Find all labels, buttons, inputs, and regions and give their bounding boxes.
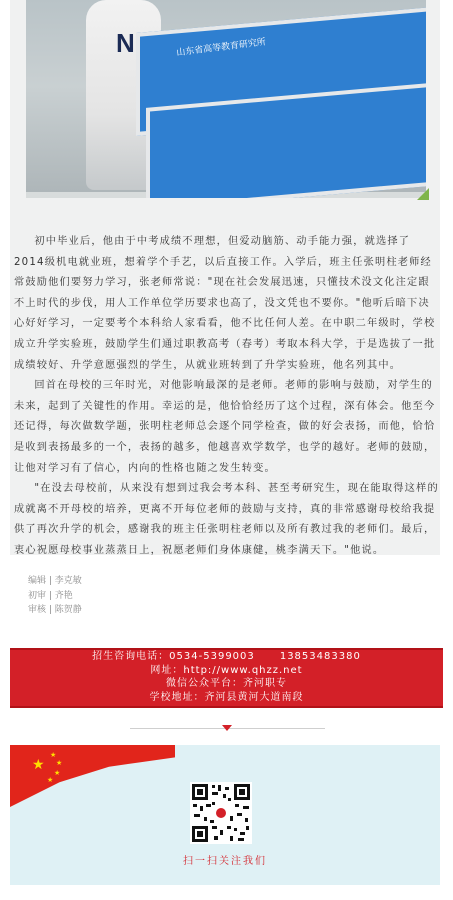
qr-caption: 扫一扫关注我们 [183,856,267,867]
body-paragraph: 初中毕业后，他由于中考成绩不理想，但爱动脑筋、动手能力强，就选择了2014级机电就业班，想着学个手艺，以后直接工作。入学后，班主任张明柱老师经常鼓励他们要努力学习，张老师常说："现在社会发展迅速，只懂技术没文化注定跟不上时代的步伐，用人工作单位学历要求也高了，没文凭也不要你。"他听后暗下决心好好学习，一定要考个本科给人家看看，他不比任何人差。在中职二年级时，学校成立升学实验班，鼓励学生们通过职教高考（春考）考取本科大学，于是选拔了一批成绩较好、升学意愿强烈的学生，从就业班转到了升学实验班，他名列其中。 [14,236,436,371]
divider-marker-icon [222,725,232,731]
credit-editor: 编辑 | 李克敏 [28,576,82,586]
photo-corner-accent [417,188,429,200]
star-icon: ★ [32,757,45,773]
credits-block [28,574,82,618]
contact-banner [10,648,443,708]
body-paragraph: 回首在母校的三年时光，对他影响最深的是老师。老师的影响与鼓励，对学生的未来，起到了关键性的作用。幸运的是，他恰恰经历了这个过程，深有体会。他至今还记得，每次做数学题，张明柱老师总会逐个同学检查，做的好会表扬，而他，恰恰是收到表扬最多的一个，表扬的越多，他越喜欢学数学，也学的越好。老师的鼓励，让他对学习有了信心，内向的性格也随之发生转变。 [14,380,436,474]
star-icon: ★ [54,769,61,777]
star-icon: ★ [50,751,57,759]
banner-wechat: 微信公众平台：齐河职专 [166,678,287,689]
machine-label: 山东省高等教育研究所 [175,37,267,59]
article-photo [26,0,426,198]
banner-address: 学校地址：齐河县黄河大道南段 [149,691,304,703]
article-body [14,232,440,562]
body-paragraph: "在没去母校前，从来没有想到过我会考本科、甚至考研究生，现在能取得这样的成就离不开母校的培养，更离不开每位老师的鼓励与支持，真的非常感谢母校给我提供了再次升学的机会，感谢我的班主任张明柱老师以及所有教过我的老师们。最后，衷心祝愿母校事业蒸蒸日上，祝愿老师们身体康健，桃李满天下。"他说。 [14,483,439,556]
qr-panel [10,745,440,885]
banner-website[interactable]: 网址：http://www.qhzz.net [150,664,303,676]
credit-proofreader: 初审 | 齐艳 [28,590,73,601]
shirt-letter: N [116,28,135,58]
star-icon: ★ [47,776,54,784]
qr-code-icon [190,782,252,844]
banner-phone: 招生咨询电话：0534-5399003 13853483380 [92,651,361,662]
credit-reviewer: 审核 | 陈贺静 [28,605,82,615]
star-icon: ★ [56,759,63,767]
qr-code[interactable] [190,782,252,844]
flag-icon [10,745,175,807]
